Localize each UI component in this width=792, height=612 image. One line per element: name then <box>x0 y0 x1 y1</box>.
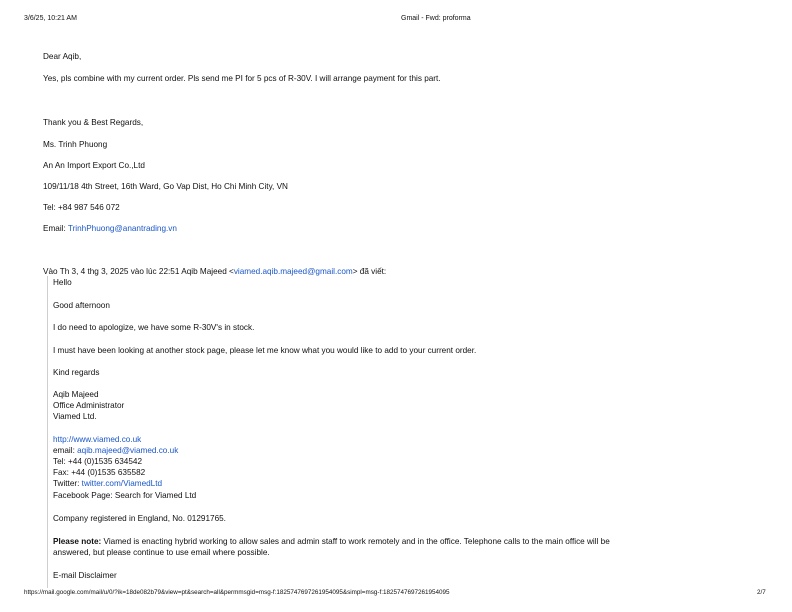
quoted-apology: I do need to apologize, we have some R-30V's in stock. <box>53 323 255 332</box>
reply-closing: Thank you & Best Regards, <box>43 118 144 127</box>
sig-title: Office Administrator <box>53 401 125 410</box>
sig-fax: Fax: +44 (0)1535 635582 <box>53 468 146 477</box>
sig-twitter-label: Twitter: <box>53 479 82 488</box>
print-url: https://mail.google.com/mail/u/0/?ik=18de082b79&view=pt&search=all&permmsgid=msg-f:1825747697261954095&simpl=msg-f:1825747697261954095 <box>24 589 450 596</box>
sig-email-line <box>53 446 178 456</box>
page-number: 2/7 <box>757 589 766 596</box>
print-title: Gmail - Fwd: proforma <box>401 15 471 22</box>
sig-tel: Tel: +44 (0)1535 634542 <box>53 457 142 466</box>
quoted-looking: I must have been looking at another stock page, please let me know what you would like to add to your current order. <box>53 346 477 355</box>
sender-company: An An Import Export Co.,Ltd <box>43 161 145 170</box>
sig-email-label: email: <box>53 446 78 455</box>
company-registered: Company registered in England, No. 01291765. <box>53 514 226 523</box>
quoted-kind-regards: Kind regards <box>53 368 100 377</box>
sig-twitter-link[interactable]: twitter.com/ViamedLtd <box>81 479 163 488</box>
quote-header <box>43 267 386 277</box>
sender-email-label: Email: <box>43 224 68 233</box>
reply-body: Yes, pls combine with my current order. Pls send me PI for 5 pcs of R-30V. I will arrange payment for this part. <box>43 74 441 83</box>
quoted-good-afternoon: Good afternoon <box>53 301 110 310</box>
note-line-1 <box>53 537 610 547</box>
sig-company: Viamed Ltd. <box>53 412 97 421</box>
sig-name: Aqib Majeed <box>53 390 99 399</box>
sender-address: 109/11/18 4th Street, 16th Ward, Go Vap Dist, Ho Chi Minh City, VN <box>43 182 288 191</box>
quote-header-email-link[interactable]: viamed.aqib.majeed@gmail.com <box>233 267 353 276</box>
sender-email-line <box>43 224 177 234</box>
quoted-hello: Hello <box>53 278 72 287</box>
note-text-1: Viamed is enacting hybrid working to allow sales and admin staff to work remotely and in the office. Telephone calls to the main office will be <box>101 537 610 546</box>
reply-greeting: Dear Aqib, <box>43 52 82 61</box>
sender-email-link[interactable]: TrinhPhuong@anantrading.vn <box>67 224 177 233</box>
sender-name: Ms. Trinh Phuong <box>43 140 108 149</box>
sig-facebook: Facebook Page: Search for Viamed Ltd <box>53 491 197 500</box>
sig-twitter-line <box>53 479 162 489</box>
note-label: Please note: <box>53 537 102 546</box>
sig-email-link[interactable]: aqib.majeed@viamed.co.uk <box>77 446 179 455</box>
quote-header-suffix: > đã viết: <box>352 267 387 276</box>
print-datetime: 3/6/25, 10:21 AM <box>24 15 77 22</box>
sig-website-link[interactable]: http://www.viamed.co.uk <box>53 435 142 444</box>
sender-tel: Tel: +84 987 546 072 <box>43 203 120 212</box>
quote-bar <box>47 276 48 588</box>
note-line-2: answered, but please continue to use email where possible. <box>53 548 270 557</box>
email-disclaimer-heading: E-mail Disclaimer <box>53 571 117 580</box>
quote-header-prefix: Vào Th 3, 4 thg 3, 2025 vào lúc 22:51 Aqib Majeed < <box>43 267 234 276</box>
